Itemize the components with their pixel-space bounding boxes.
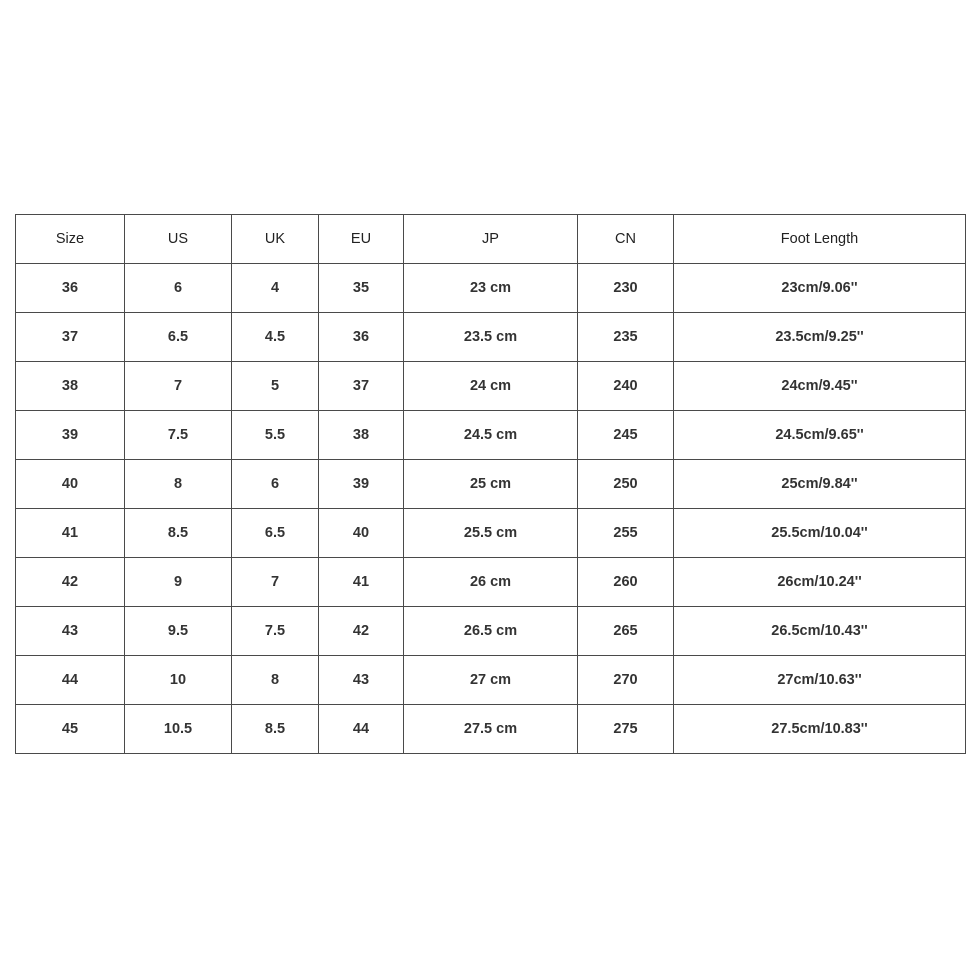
cell-jp: 27 cm (404, 656, 578, 705)
table-row (16, 313, 966, 362)
cell-us: 6 (125, 264, 232, 313)
cell-jp: 23 cm (404, 264, 578, 313)
cell-size: 44 (16, 656, 125, 705)
table-row (16, 705, 966, 754)
cell-cn: 250 (578, 460, 674, 509)
cell-eu: 43 (319, 656, 404, 705)
size-chart-table (15, 214, 966, 754)
header-foot-length: Foot Length (674, 215, 966, 264)
cell-eu: 35 (319, 264, 404, 313)
header-us: US (125, 215, 232, 264)
header-size: Size (16, 215, 125, 264)
cell-jp: 24 cm (404, 362, 578, 411)
cell-eu: 42 (319, 607, 404, 656)
cell-uk: 7 (232, 558, 319, 607)
cell-cn: 235 (578, 313, 674, 362)
table-row (16, 656, 966, 705)
table-row (16, 411, 966, 460)
header-cn: CN (578, 215, 674, 264)
header-jp: JP (404, 215, 578, 264)
cell-uk: 8 (232, 656, 319, 705)
cell-size: 37 (16, 313, 125, 362)
cell-jp: 24.5 cm (404, 411, 578, 460)
cell-foot-length: 24.5cm/9.65'' (674, 411, 966, 460)
cell-foot-length: 26cm/10.24'' (674, 558, 966, 607)
cell-cn: 245 (578, 411, 674, 460)
cell-uk: 5 (232, 362, 319, 411)
cell-jp: 26.5 cm (404, 607, 578, 656)
cell-jp: 26 cm (404, 558, 578, 607)
table-row (16, 607, 966, 656)
cell-size: 41 (16, 509, 125, 558)
cell-jp: 25 cm (404, 460, 578, 509)
cell-size: 42 (16, 558, 125, 607)
cell-size: 43 (16, 607, 125, 656)
table-row (16, 264, 966, 313)
cell-size: 36 (16, 264, 125, 313)
cell-eu: 44 (319, 705, 404, 754)
cell-cn: 255 (578, 509, 674, 558)
cell-foot-length: 25cm/9.84'' (674, 460, 966, 509)
cell-size: 39 (16, 411, 125, 460)
cell-uk: 5.5 (232, 411, 319, 460)
cell-eu: 40 (319, 509, 404, 558)
cell-uk: 4.5 (232, 313, 319, 362)
cell-jp: 25.5 cm (404, 509, 578, 558)
table-row (16, 558, 966, 607)
cell-eu: 38 (319, 411, 404, 460)
cell-uk: 7.5 (232, 607, 319, 656)
cell-eu: 37 (319, 362, 404, 411)
cell-jp: 23.5 cm (404, 313, 578, 362)
cell-cn: 230 (578, 264, 674, 313)
cell-us: 10 (125, 656, 232, 705)
cell-eu: 41 (319, 558, 404, 607)
header-eu: EU (319, 215, 404, 264)
cell-jp: 27.5 cm (404, 705, 578, 754)
cell-cn: 270 (578, 656, 674, 705)
cell-uk: 6 (232, 460, 319, 509)
cell-foot-length: 27cm/10.63'' (674, 656, 966, 705)
cell-cn: 260 (578, 558, 674, 607)
cell-us: 9.5 (125, 607, 232, 656)
cell-foot-length: 27.5cm/10.83'' (674, 705, 966, 754)
cell-us: 9 (125, 558, 232, 607)
cell-foot-length: 23.5cm/9.25'' (674, 313, 966, 362)
cell-size: 38 (16, 362, 125, 411)
cell-foot-length: 25.5cm/10.04'' (674, 509, 966, 558)
table-row (16, 362, 966, 411)
cell-us: 6.5 (125, 313, 232, 362)
cell-eu: 36 (319, 313, 404, 362)
header-uk: UK (232, 215, 319, 264)
cell-size: 40 (16, 460, 125, 509)
cell-us: 8 (125, 460, 232, 509)
cell-cn: 240 (578, 362, 674, 411)
table-row (16, 509, 966, 558)
table-header-row (16, 215, 966, 264)
table-body (16, 264, 966, 754)
cell-foot-length: 26.5cm/10.43'' (674, 607, 966, 656)
cell-cn: 265 (578, 607, 674, 656)
cell-us: 7.5 (125, 411, 232, 460)
cell-uk: 4 (232, 264, 319, 313)
cell-size: 45 (16, 705, 125, 754)
cell-foot-length: 23cm/9.06'' (674, 264, 966, 313)
cell-cn: 275 (578, 705, 674, 754)
cell-foot-length: 24cm/9.45'' (674, 362, 966, 411)
cell-us: 8.5 (125, 509, 232, 558)
cell-uk: 8.5 (232, 705, 319, 754)
table-row (16, 460, 966, 509)
cell-us: 7 (125, 362, 232, 411)
cell-us: 10.5 (125, 705, 232, 754)
cell-eu: 39 (319, 460, 404, 509)
cell-uk: 6.5 (232, 509, 319, 558)
